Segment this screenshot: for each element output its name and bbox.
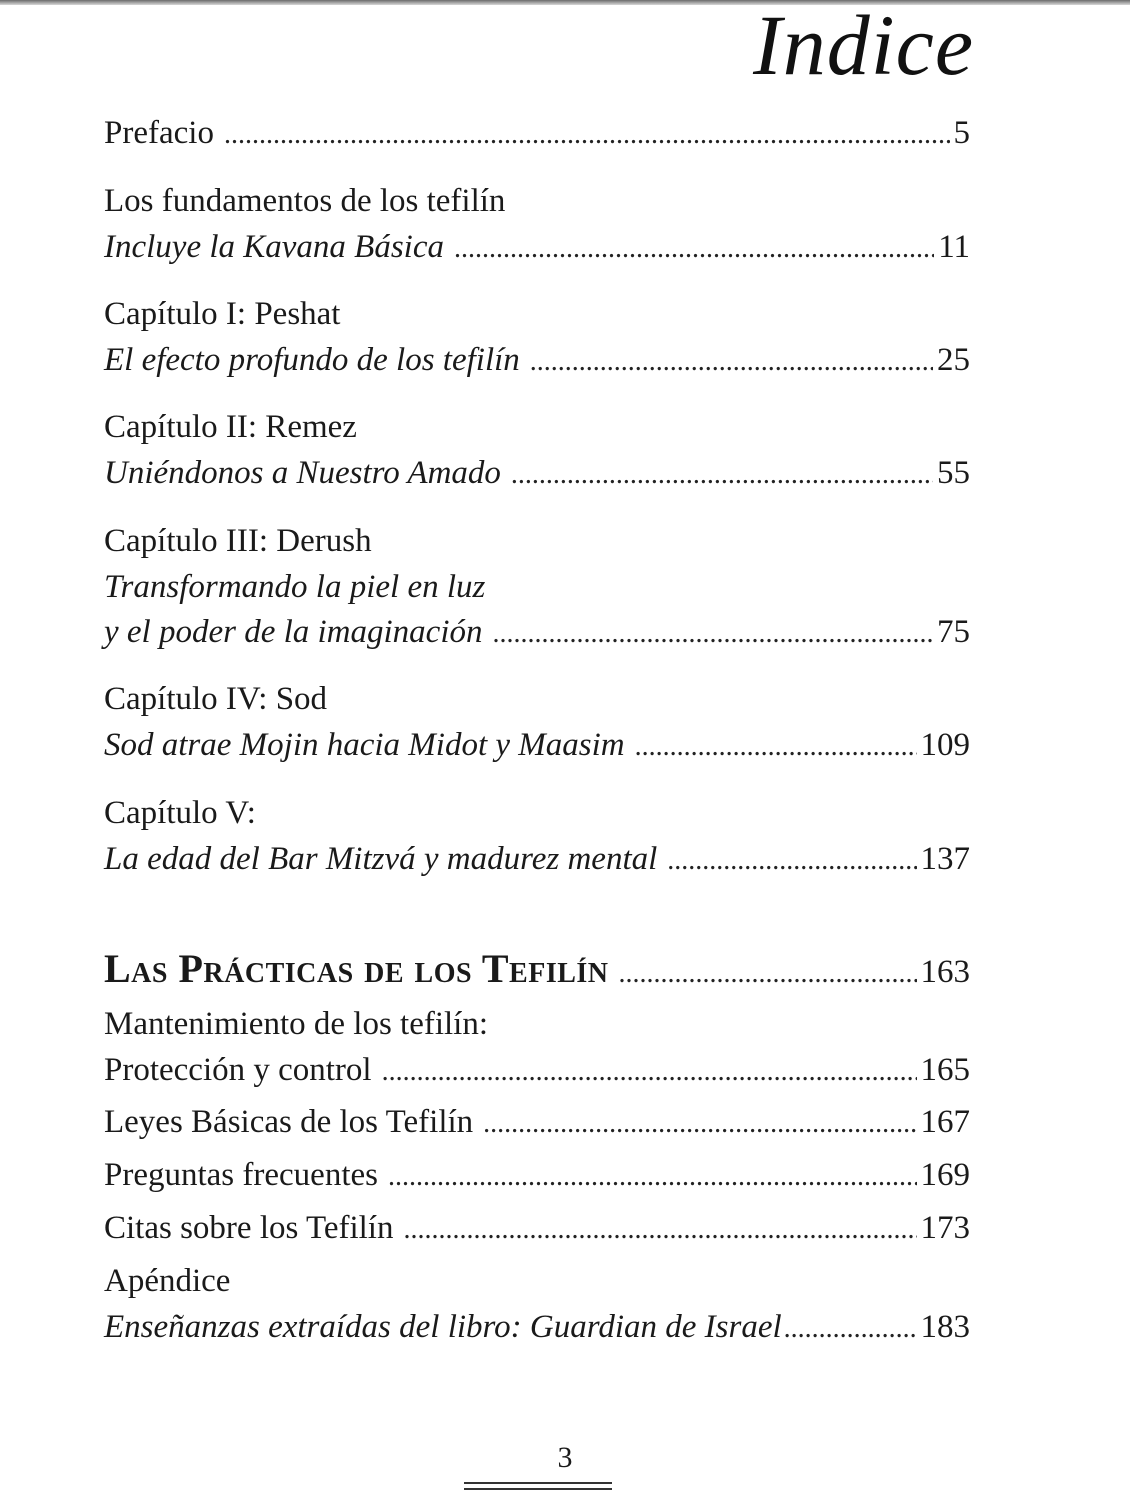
- toc-chapter-text: Capítulo III: Derush: [104, 523, 372, 559]
- toc-entry-citas[interactable]: [104, 1208, 970, 1250]
- toc-chapter-apendice: [104, 1261, 970, 1301]
- toc-page-number: 55: [937, 455, 970, 491]
- toc-chapter-remez: [104, 407, 970, 447]
- page-title: Indice: [753, 0, 974, 93]
- toc-chapter-sod: [104, 679, 970, 719]
- toc-entry-text: Incluye la Kavana Básica: [104, 229, 444, 265]
- toc-entry-efecto[interactable]: [104, 340, 970, 382]
- dot-leader: [635, 727, 917, 767]
- toc-section-text: Las Prácticas de los Tefilín: [104, 946, 609, 991]
- toc-page-number: 165: [920, 1052, 970, 1088]
- toc-chapter-fundamentos: [104, 181, 970, 221]
- toc-entry-text: Citas sobre los Tefilín: [104, 1210, 394, 1246]
- dot-leader: [619, 954, 917, 994]
- toc-entry-text: Enseñanzas extraídas del libro: Guardian de Israel: [104, 1309, 782, 1345]
- toc-entry-text: y el poder de la imaginación: [104, 614, 483, 650]
- toc-page-number: 109: [920, 727, 970, 763]
- toc-section-practicas[interactable]: [104, 946, 970, 994]
- toc-chapter-mantenimiento: [104, 1004, 970, 1044]
- toc-chapter-text: Los fundamentos de los tefilín: [104, 183, 506, 219]
- toc-subtitle-piel: [104, 567, 970, 607]
- dot-leader: [224, 115, 950, 155]
- toc-chapter-text: Apéndice: [104, 1263, 231, 1299]
- dot-leader: [511, 455, 933, 495]
- toc-chapter-text: Capítulo II: Remez: [104, 409, 357, 445]
- toc-entry-preguntas[interactable]: [104, 1155, 970, 1197]
- footer-rule-bottom: [464, 1488, 612, 1490]
- toc-chapter-text: Capítulo V:: [104, 795, 256, 831]
- toc-entry-text: Leyes Básicas de los Tefilín: [104, 1104, 474, 1140]
- toc-entry-kavana[interactable]: [104, 227, 970, 269]
- toc-entry-prefacio[interactable]: [104, 113, 970, 155]
- toc-page-number: 163: [920, 954, 970, 990]
- toc-entry-guardian[interactable]: [104, 1307, 970, 1349]
- dot-leader: [388, 1157, 917, 1197]
- toc-entry-mojin[interactable]: [104, 725, 970, 767]
- dot-leader: [454, 229, 934, 269]
- toc-page-number: 137: [920, 841, 970, 877]
- dot-leader: [382, 1052, 917, 1092]
- dot-leader: [493, 614, 933, 654]
- toc-chapter-derush: [104, 521, 970, 561]
- footer-rule-top: [464, 1482, 612, 1484]
- dot-leader: [784, 1309, 917, 1349]
- toc-page-number: 173: [920, 1210, 970, 1246]
- dot-leader: [530, 342, 933, 382]
- toc-entry-proteccion[interactable]: [104, 1050, 970, 1092]
- toc-chapter-text: Mantenimiento de los tefilín:: [104, 1006, 489, 1042]
- toc-entry-amado[interactable]: [104, 453, 970, 495]
- page-number: 3: [557, 1441, 573, 1474]
- toc-entry-text: Sod atrae Mojin hacia Midot y Maasim: [104, 727, 625, 763]
- toc-entry-text: La edad del Bar Mitzvá y madurez mental: [104, 841, 658, 877]
- toc-entry-text: Preguntas frecuentes: [104, 1157, 378, 1193]
- toc-page-number: 167: [920, 1104, 970, 1140]
- toc-entry-text: El efecto profundo de los tefilín: [104, 342, 520, 378]
- toc-page-number: 75: [937, 614, 970, 650]
- toc-entry-imaginacion[interactable]: [104, 612, 970, 654]
- toc-entry-text: Prefacio: [104, 115, 214, 151]
- toc-chapter-text: Capítulo I: Peshat: [104, 296, 341, 332]
- dot-leader: [403, 1210, 916, 1250]
- toc-entry-text: Protección y control: [104, 1052, 372, 1088]
- toc-entry-text: Uniéndonos a Nuestro Amado: [104, 455, 501, 491]
- toc-chapter-v: [104, 793, 970, 833]
- toc-entry-leyes[interactable]: [104, 1102, 970, 1144]
- dot-leader: [667, 841, 916, 881]
- toc-entry-bar-mitzva[interactable]: [104, 839, 970, 881]
- toc-page-number: 169: [920, 1157, 970, 1193]
- toc-page-number: 5: [953, 115, 970, 151]
- toc-page-number: 183: [920, 1309, 970, 1345]
- toc-chapter-text: Capítulo IV: Sod: [104, 681, 328, 717]
- toc-entry-text: Transformando la piel en luz: [104, 569, 486, 605]
- toc-page-number: 11: [938, 229, 970, 265]
- toc-page-number: 25: [937, 342, 970, 378]
- dot-leader: [483, 1104, 916, 1144]
- toc-chapter-peshat: [104, 294, 970, 334]
